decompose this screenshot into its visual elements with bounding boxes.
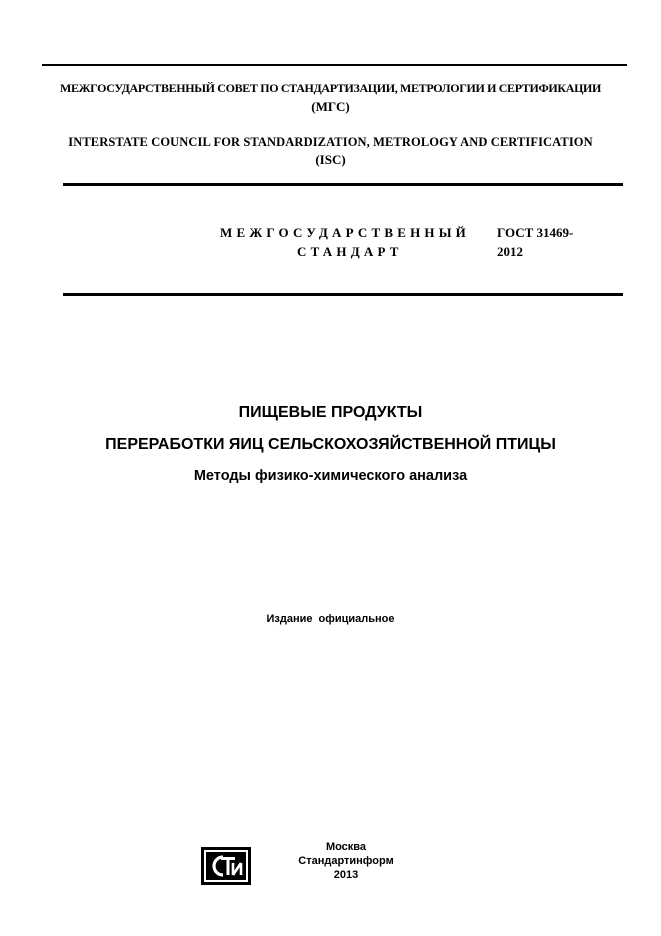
document-subtitle: Методы физико-химического анализа bbox=[193, 468, 468, 484]
standard-number-line2: 2012 bbox=[497, 244, 523, 259]
standard-type-line1: МЕЖГОСУДАРСТВЕННЫЙ bbox=[220, 225, 470, 240]
standard-rule bbox=[63, 293, 623, 296]
document-title-line2: ПЕРЕРАБОТКИ ЯИЦ СЕЛЬСКОХОЗЯЙСТВЕННОЙ ПТИЦЫ bbox=[105, 436, 556, 453]
standard-number-line1: ГОСТ 31469- bbox=[497, 225, 574, 240]
council-abbr-ru: (МГС) bbox=[311, 99, 350, 114]
edition-label: Издание официальное bbox=[266, 613, 395, 625]
standartinform-logo-icon bbox=[201, 847, 251, 885]
council-name-ru: МЕЖГОСУДАРСТВЕННЫЙ СОВЕТ ПО СТАНДАРТИЗАЦИИ, МЕТРОЛОГИИ И СЕРТИФИКАЦИИ bbox=[59, 81, 602, 95]
standard-type-line2: СТАНДАРТ bbox=[297, 244, 403, 259]
council-abbr-en: (ISC) bbox=[315, 152, 346, 167]
publisher-city: Москва bbox=[325, 841, 367, 853]
publication-year: 2013 bbox=[333, 869, 359, 881]
top-rule bbox=[42, 64, 627, 66]
publisher-name: Стандартинформ bbox=[298, 855, 394, 867]
council-name-en: INTERSTATE COUNCIL FOR STANDARDIZATION, METROLOGY AND CERTIFICATION bbox=[68, 135, 593, 149]
document-title-line1: ПИЩЕВЫЕ ПРОДУКТЫ bbox=[238, 404, 423, 421]
council-rule bbox=[63, 183, 623, 186]
